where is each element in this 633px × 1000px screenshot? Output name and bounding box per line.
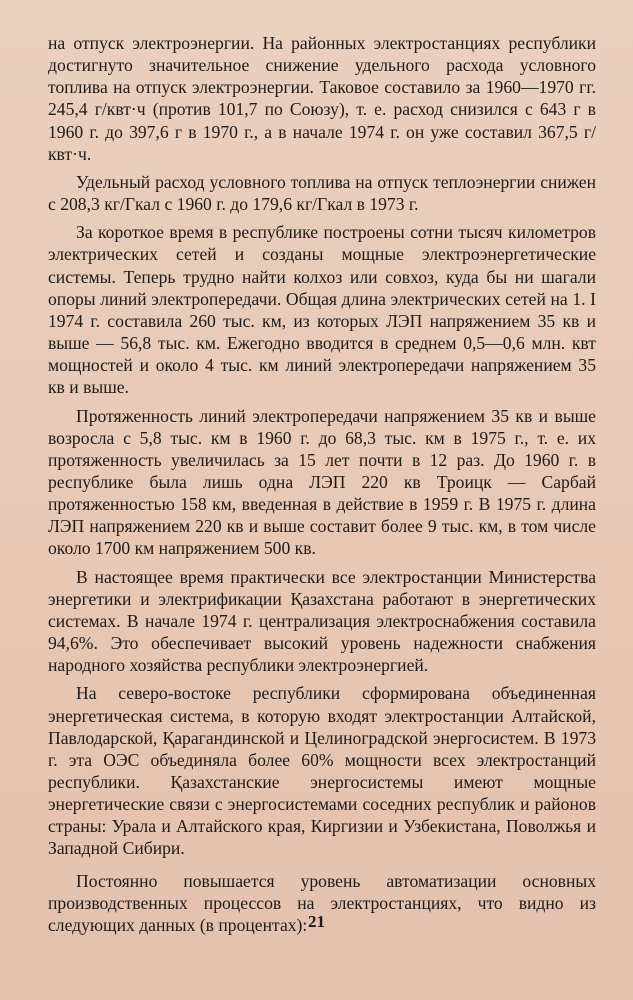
page-number: 21: [308, 912, 325, 931]
paragraph-2: Удельный расход условного топлива на отпуск теплоэнергии снижен с 208,3 кг/Гкал с 1960 г. до 179,6 кг/Гкал в 1973 г.: [48, 171, 596, 215]
paragraph-6: На северо-востоке республики сформирована объединенная энергетическая система, в которую входят электростанции Алтайской, Павлодарской, Қарагандинской и Целиноградской энергосистем. В 1973 г. эта ОЭС объединяла более 60% мощности всех электростанций республики. Қазахстанские энергосистемы имеют мощные энергетические связи с энергосистемами соседних республик и районов страны: Урала и Алтайского края, Киргизии и Узбекистана, Поволжья и Западной Сибири.: [48, 683, 596, 859]
paragraph-1: на отпуск электроэнергии. На районных электростанциях республики достигнуто значительное снижение удельного расхода условного топлива на отпуск электроэнергии. Таковое составило за 1960—1970 гг. 245,4 г/квт·ч (против 101,7 по Союзу), т. е. расход снизился с 643 г в 1960 г. до 397,6 г в 1970 г., а в начале 1974 г. он уже составил 367,5 г/квт·ч.: [48, 33, 596, 164]
paragraph-4: Протяженность линий электропередачи напряжением 35 кв и выше возросла с 5,8 тыс. км в 1960 г. до 68,3 тыс. км в 1975 г., т. е. их протяженность увеличилась за 15 лет почти в 12 раз. До 1960 г. в республике была лишь одна ЛЭП 220 кв Троицк — Сарбай протяженностью 158 км, введенная в действие в 1959 г. В 1975 г. длина ЛЭП напряжением 220 кв и выше составит более 9 тыс. км, в том числе около 1700 км напряжением 500 кв.: [48, 405, 596, 559]
paragraph-5: В настоящее время практически все электростанции Министерства энергетики и электрификации Қазахстана работают в энергетических системах. В начале 1974 г. централизация электроснабжения составила 94,6%. Это обеспечивает высокий уровень надежности снабжения народного хозяйства республики электроэнергией.: [48, 566, 596, 676]
body-text: [48, 32, 596, 936]
paragraph-3: За короткое время в республике построены сотни тысяч километров электрических сетей и созданы мощные электроэнергетические системы. Теперь трудно найти колхоз или совхоз, куда бы ни шагали опоры линий электропередачи. Общая длина электрических сетей на 1. I 1974 г. составила 260 тыс. км, из которых ЛЭП напряжением 35 кв и выше — 56,8 тыс. км. Ежегодно вводится в среднем 0,5—0,6 млн. квт мощностей и около 4 тыс. км линий электропередачи напряжением 35 кв и выше.: [48, 222, 596, 398]
paragraph-7: Постоянно повышается уровень автоматизации основных производственных процессов на электростанциях, что видно из следующих данных (в процентах):: [48, 870, 596, 935]
